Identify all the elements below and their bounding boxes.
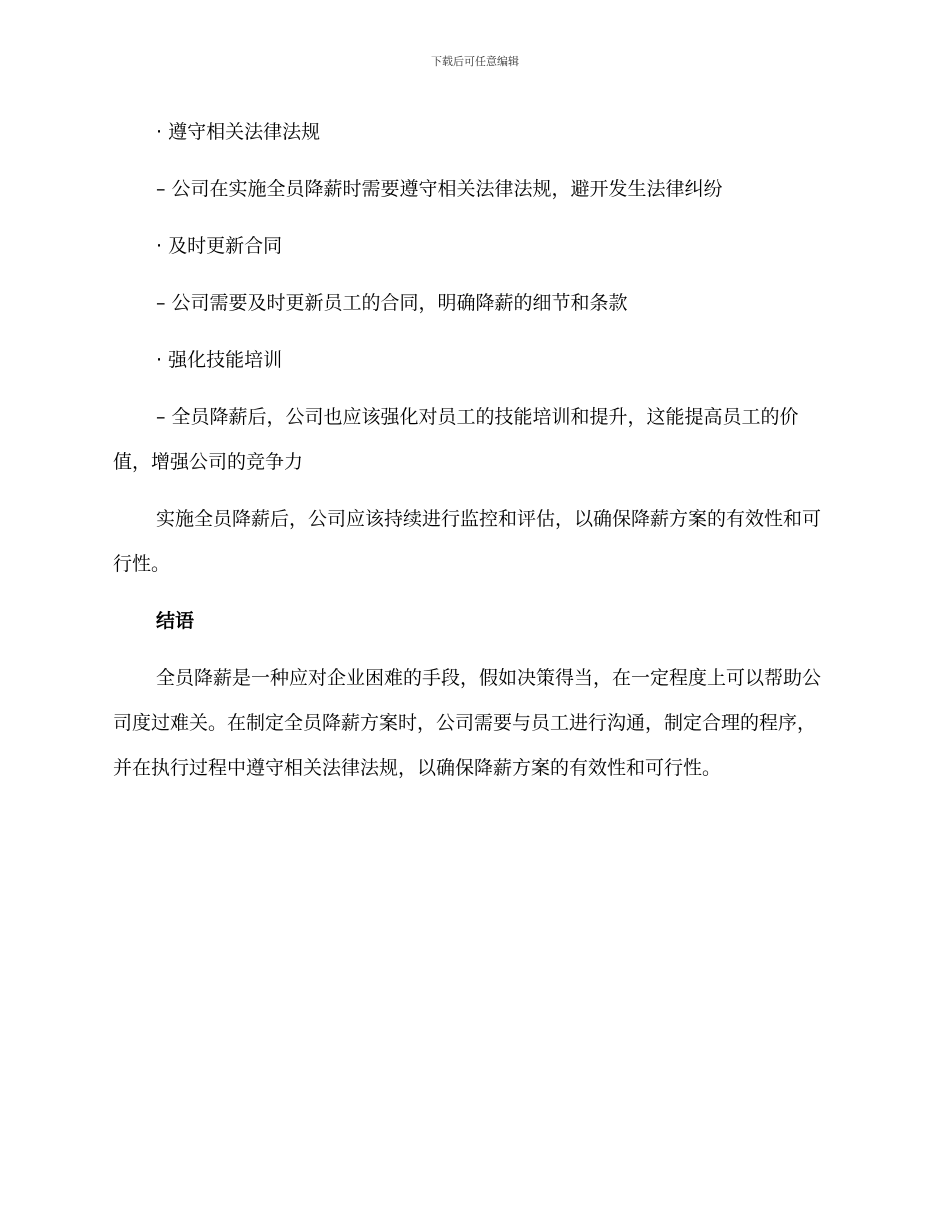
bullet-item-training: · 强化技能培训: [156, 349, 283, 371]
header-note: 下载后可任意编辑: [431, 55, 519, 68]
sub-item-training: – 全员降薪后，公司也应该强化对员工的技能培训和提升，这能提高员工的价值，增强公司的竞争力: [113, 406, 799, 473]
conclusion-paragraph: 全员降薪是一种应对企业困难的手段，假如决策得当，在一定程度上可以帮助公司度过难关。在制定全员降薪方案时，公司需要与员工进行沟通，制定合理的程序，并在执行过程中遵守相关法律法规，以确保降薪方案的有效性和可行性。: [113, 667, 822, 779]
sub-item-contract: – 公司需要及时更新员工的合同，明确降薪的细节和条款: [156, 292, 628, 314]
document-body: [113, 110, 833, 803]
conclusion-heading: 结语: [156, 610, 195, 632]
bullet-item-contract: · 及时更新合同: [156, 235, 283, 257]
paragraph-monitoring: 实施全员降薪后，公司应该持续进行监控和评估，以确保降薪方案的有效性和可行性。: [113, 508, 822, 575]
bullet-item-laws: · 遵守相关法律法规: [156, 121, 321, 143]
sub-item-laws: – 公司在实施全员降薪时需要遵守相关法律法规，避开发生法律纠纷: [156, 178, 723, 200]
